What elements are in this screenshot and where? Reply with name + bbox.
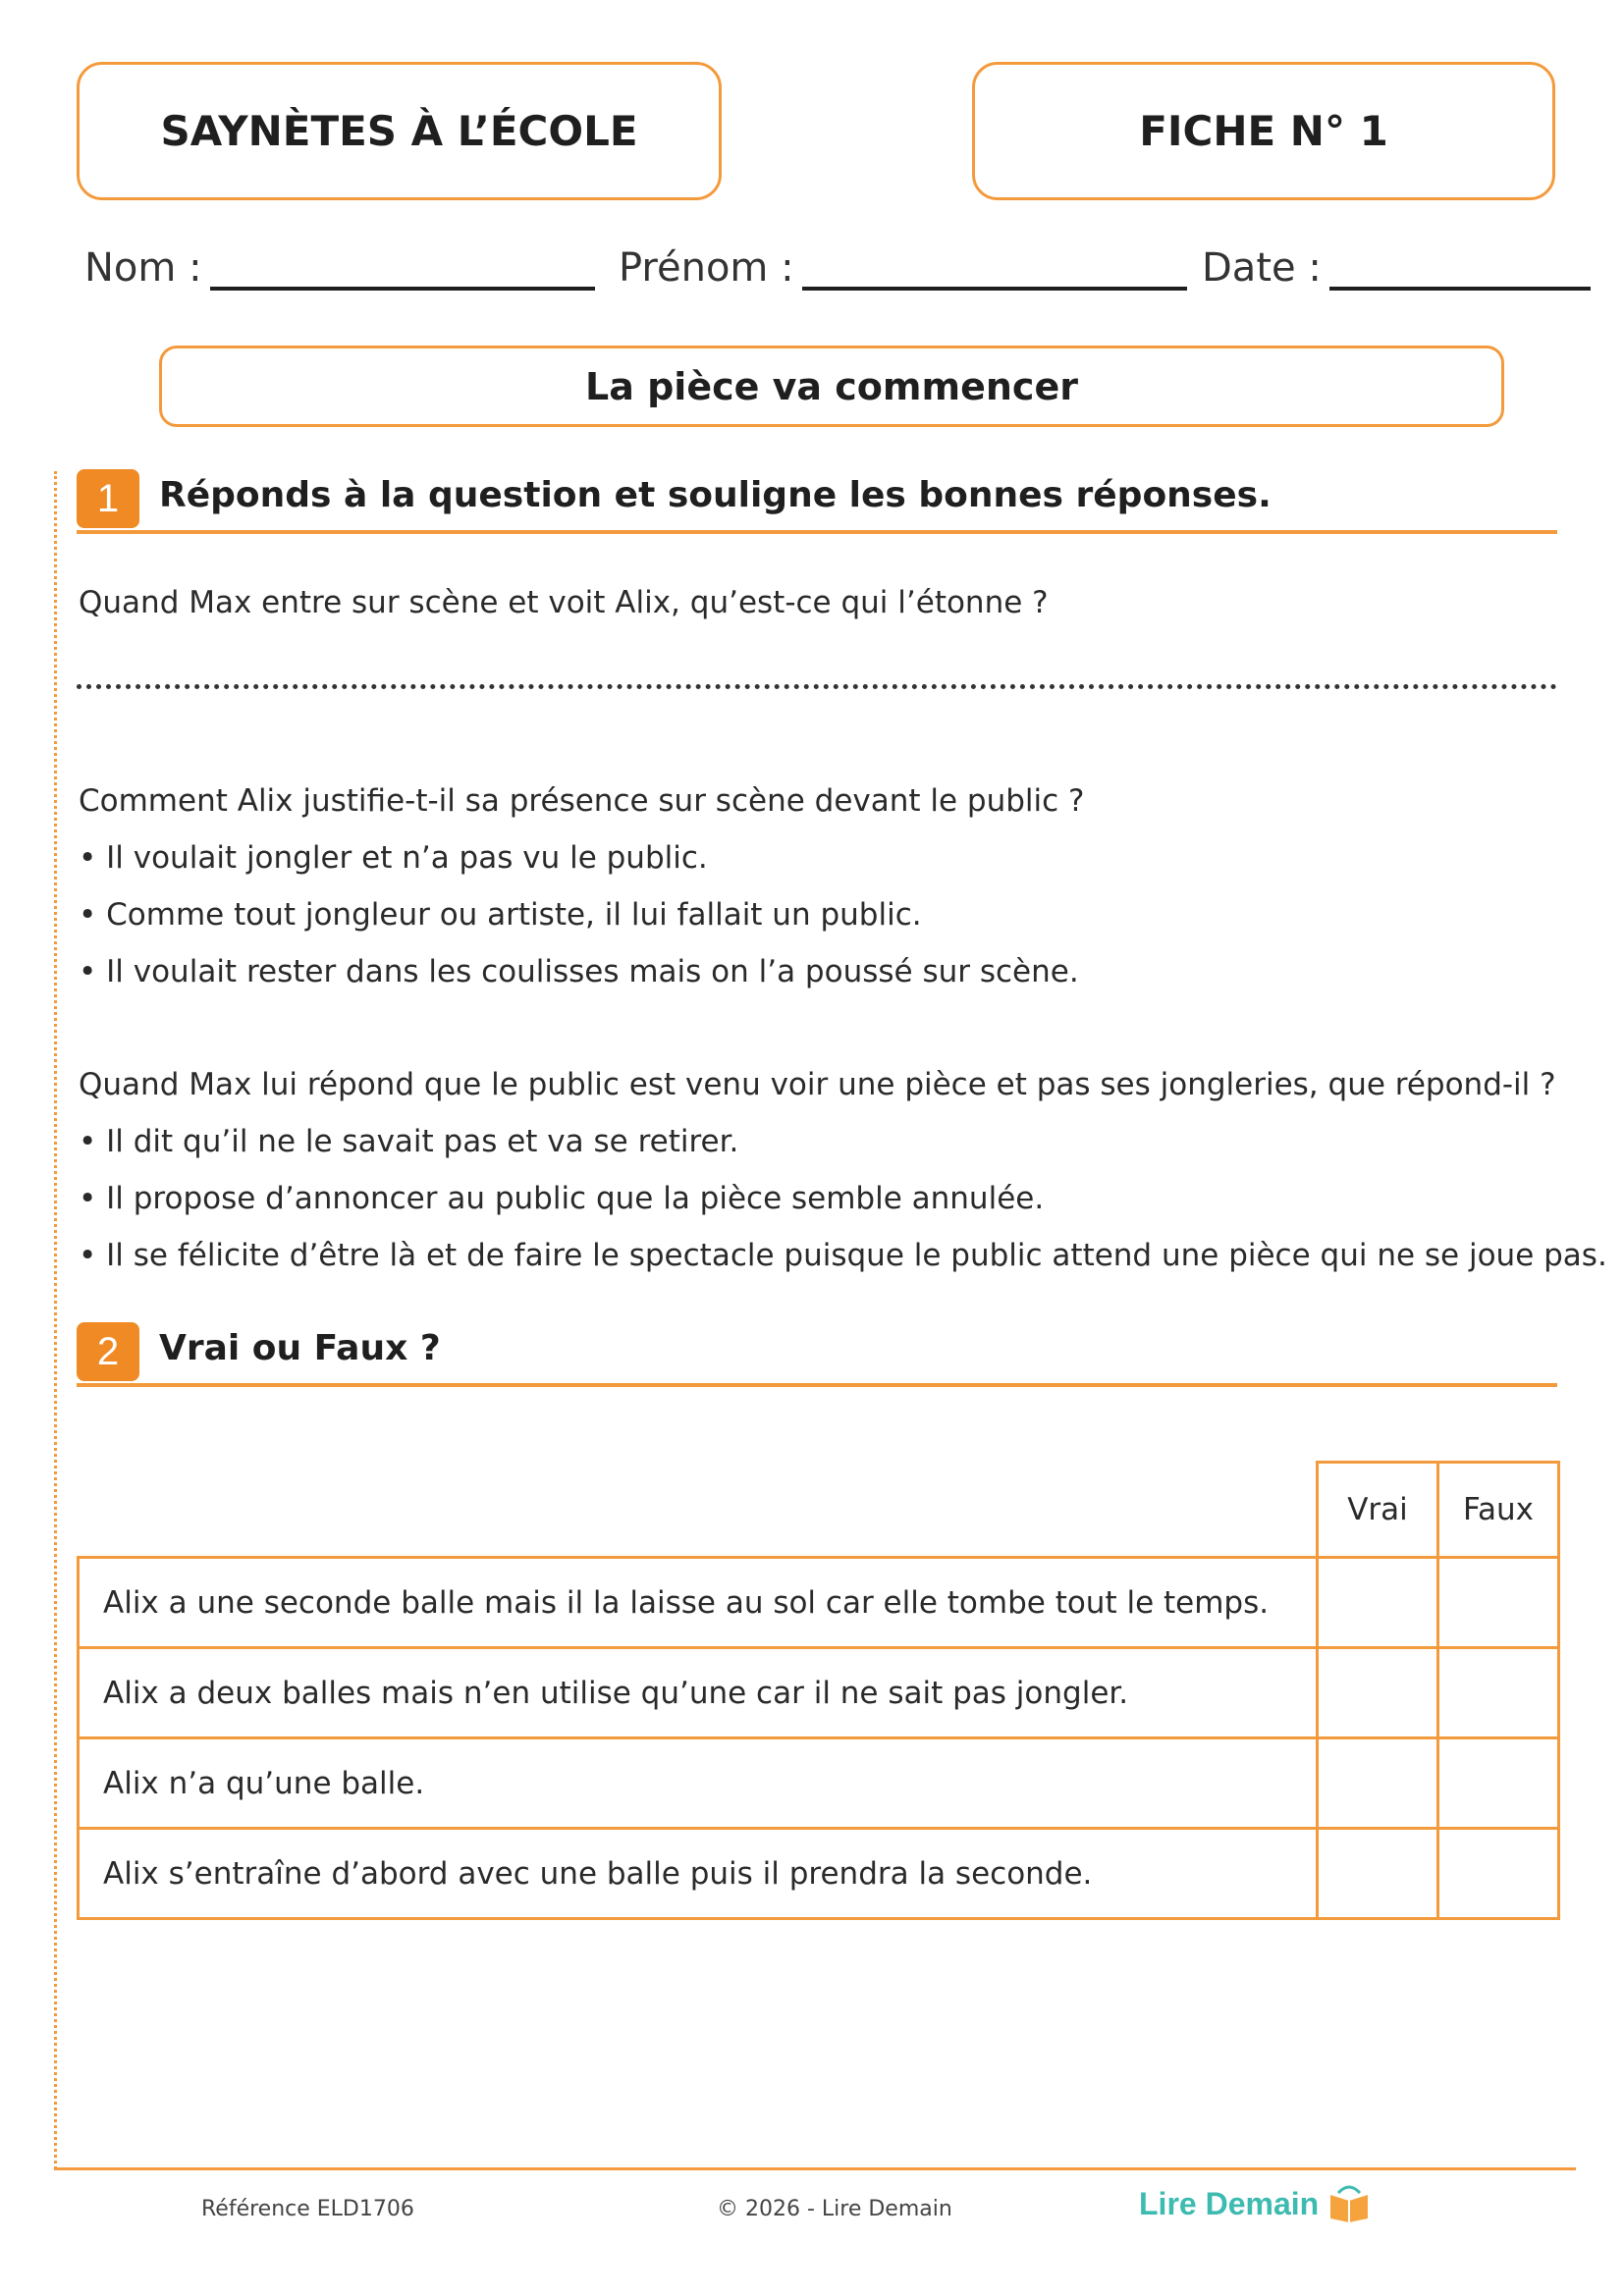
answer-dotted-line[interactable] xyxy=(77,684,1557,689)
nom-field[interactable] xyxy=(84,245,595,291)
nom-label: Nom : xyxy=(84,245,202,291)
true-false-table xyxy=(77,1461,1560,1920)
worksheet-title: SAYNÈTES À L’ÉCOLE xyxy=(160,107,638,155)
table-header-row xyxy=(79,1463,1559,1558)
vrai-checkbox-3[interactable] xyxy=(1318,1738,1438,1829)
footer-reference: Référence ELD1706 xyxy=(201,2197,414,2221)
statement-2: Alix a deux balles mais n’en utilise qu’une car il ne sait pas jongler. xyxy=(79,1648,1318,1738)
fiche-number: FICHE N° 1 xyxy=(1139,107,1388,155)
question-2: Comment Alix justifie-t-il sa présence sur scène devant le public ? xyxy=(79,783,1085,819)
question-3: Quand Max lui répond que le public est venu voir une pièce et pas ses jongleries, que répond-il ? xyxy=(79,1067,1556,1102)
faux-checkbox-4[interactable] xyxy=(1438,1829,1559,1919)
section-1-header xyxy=(77,469,1557,534)
vrai-checkbox-2[interactable] xyxy=(1318,1648,1438,1738)
q2-option-2[interactable]: • Comme tout jongleur ou artiste, il lui fallait un public. xyxy=(79,897,922,933)
nom-line[interactable] xyxy=(210,249,595,291)
column-faux: Faux xyxy=(1438,1463,1559,1558)
faux-checkbox-1[interactable] xyxy=(1438,1558,1559,1648)
subtitle-box xyxy=(159,346,1504,427)
lire-demain-logo xyxy=(1139,2185,1370,2222)
faux-checkbox-3[interactable] xyxy=(1438,1738,1559,1829)
fiche-number-box xyxy=(972,62,1555,200)
prenom-label: Prénom : xyxy=(619,245,794,291)
prenom-line[interactable] xyxy=(802,249,1187,291)
table-row xyxy=(79,1558,1559,1648)
q2-option-1[interactable]: • Il voulait jongler et n’a pas vu le public. xyxy=(79,840,708,876)
date-label: Date : xyxy=(1202,245,1322,291)
footer-divider xyxy=(54,2167,1576,2170)
statement-1: Alix a une seconde balle mais il la laisse au sol car elle tombe tout le temps. xyxy=(79,1558,1318,1648)
footer-copyright: © 2026 - Lire Demain xyxy=(717,2197,952,2221)
vrai-checkbox-4[interactable] xyxy=(1318,1829,1438,1919)
q3-option-2[interactable]: • Il propose d’annoncer au public que la pièce semble annulée. xyxy=(79,1181,1044,1216)
date-line[interactable] xyxy=(1329,249,1591,291)
vrai-checkbox-1[interactable] xyxy=(1318,1558,1438,1648)
question-1: Quand Max entre sur scène et voit Alix, qu’est-ce qui l’étonne ? xyxy=(79,585,1049,620)
q3-option-3[interactable]: • Il se félicite d’être là et de faire le spectacle puisque le public attend une pièce qui ne se joue pas. xyxy=(79,1238,1607,1273)
q3-option-1[interactable]: • Il dit qu’il ne le savait pas et va se retirer. xyxy=(79,1124,738,1159)
table-row xyxy=(79,1829,1559,1919)
book-icon xyxy=(1328,2185,1370,2222)
logo-text: Lire Demain xyxy=(1139,2185,1320,2221)
column-vrai: Vrai xyxy=(1318,1463,1438,1558)
q2-option-3[interactable]: • Il voulait rester dans les coulisses mais on l’a poussé sur scène. xyxy=(79,954,1079,989)
date-field[interactable] xyxy=(1202,245,1591,291)
statement-3: Alix n’a qu’une balle. xyxy=(79,1738,1318,1829)
faux-checkbox-2[interactable] xyxy=(1438,1648,1559,1738)
table-row xyxy=(79,1648,1559,1738)
table-row xyxy=(79,1738,1559,1829)
worksheet-subtitle: La pièce va commencer xyxy=(585,364,1078,408)
worksheet-title-box xyxy=(77,62,722,200)
margin-dotted-line xyxy=(54,471,57,2169)
statement-4: Alix s’entraîne d’abord avec une balle puis il prendra la seconde. xyxy=(79,1829,1318,1919)
section-2-header xyxy=(77,1322,1557,1387)
section-1-number: 1 xyxy=(77,469,139,528)
section-2-number: 2 xyxy=(77,1322,139,1381)
section-2-title: Vrai ou Faux ? xyxy=(159,1328,441,1368)
section-1-title: Réponds à la question et souligne les bonnes réponses. xyxy=(159,475,1272,515)
prenom-field[interactable] xyxy=(619,245,1187,291)
